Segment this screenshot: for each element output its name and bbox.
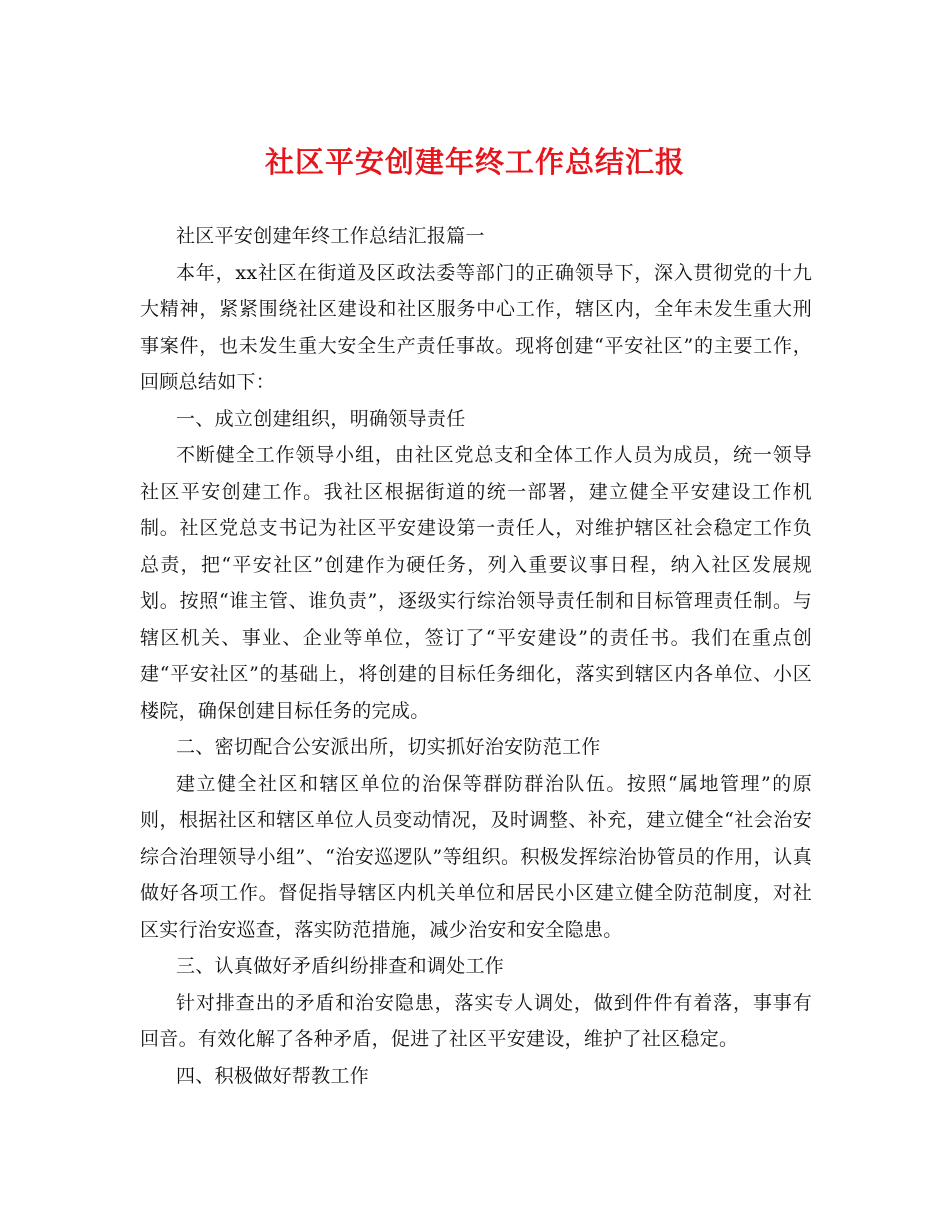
section-heading-4: 四、积极做好帮教工作 (176, 1064, 370, 1087)
section-body-1: 不断健全工作领导小组，由社区党总支和全体工作人员为成员，统一领导社区平安创建工作。我社区根据街道的统一部署，建立健全平安建设工作机制。社区党总支书记为社区平安建设第一责任人，对维护辖区社会稳定工作负总责，把“平安社区”创建作为硬任务，列入重要议事日程，纳入社区发展规划。按照“谁主管、谁负责”，逐级实行综治领导责任制和目标管理责任制。与辖区机关、事业、企业等单位，签订了“平安建设”的责任书。我们在重点创建“平安社区”的基础上，将创建的目标任务细化，落实到辖区内各单位、小区楼院，确保创建目标任务的完成。 (140, 444, 812, 722)
subtitle-paragraph: 社区平安创建年终工作总结汇报篇一 (176, 225, 485, 247)
section-heading-3: 三、认真做好矛盾纠纷排查和调处工作 (176, 955, 505, 977)
document-body (140, 218, 812, 1094)
section-body-2: 建立健全社区和辖区单位的治保等群防群治队伍。按照“属地管理”的原则，根据社区和辖区单位人员变动情况，及时调整、补充，建立健全“社会治安综合治理领导小组”、“治安巡逻队”等组织。积极发挥综治协管员的作用，认真做好各项工作。督促指导辖区内机关单位和居民小区建立健全防范制度，对社区实行治安巡查，落实防范措施，减少治安和安全隐患。 (140, 772, 812, 941)
section-body-3: 针对排查出的矛盾和治安隐患，落实专人调处，做到件件有着落，事事有回音。有效化解了各种矛盾，促进了社区平安建设，维护了社区稳定。 (140, 991, 812, 1050)
document-title: 社区平安创建年终工作总结汇报 (264, 145, 685, 179)
section-heading-2: 二、密切配合公安派出所，切实抓好治安防范工作 (176, 736, 601, 758)
intro-paragraph: 本年，xx社区在街道及区政法委等部门的正确领导下，深入贯彻党的十九大精神，紧紧围绕社区建设和社区服务中心工作，辖区内，全年未发生重大刑事案件，也未发生重大安全生产责任事故。现将创建“平安社区”的主要工作，回顾总结如下： (140, 261, 812, 393)
section-heading-1: 一、成立创建组织，明确领导责任 (176, 407, 466, 430)
